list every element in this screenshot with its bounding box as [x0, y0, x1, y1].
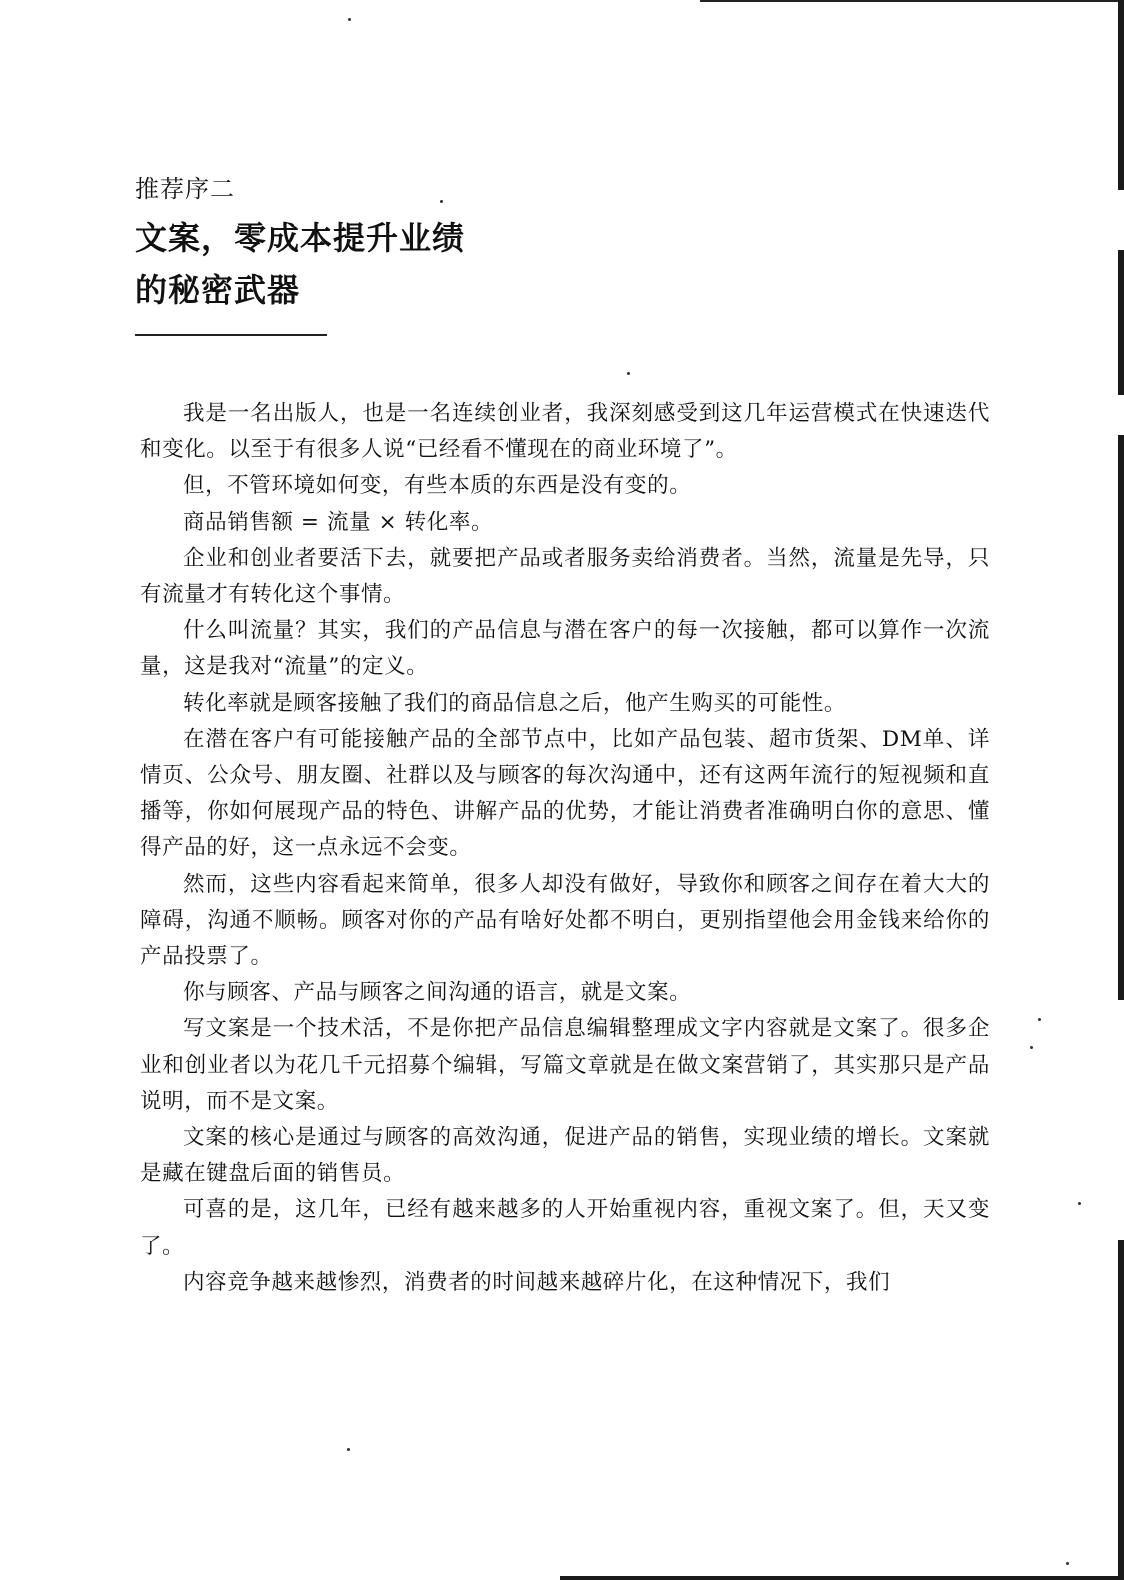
- paragraph: 转化率就是顾客接触了我们的商品信息之后，他产生购买的可能性。: [183, 690, 847, 716]
- preface-header: [135, 172, 475, 336]
- paragraph: 商品销售额 = 流量 × 转化率。: [183, 509, 494, 535]
- dust-speck: [627, 372, 630, 375]
- paragraph: 写文案是一个技术活，不是你把产品信息编辑整理成文字内容就是文案了。很多企业和创业者以为花几千元招募个编辑，写篇文章就是在做文案营销了，其实那只是产品说明，而不是文案。: [140, 1016, 990, 1114]
- scan-edge-gap: [1118, 1000, 1124, 1240]
- preface-body: [140, 396, 990, 1301]
- paragraph: 什么叫流量？其实，我们的产品信息与潜在客户的每一次接触，都可以算作一次流量，这是我对“流量”的定义。: [140, 618, 990, 680]
- dust-speck: [348, 18, 351, 21]
- title-underline: [135, 334, 327, 336]
- paragraph: 内容竞争越来越惨烈，消费者的时间越来越碎片化，在这种情况下，我们: [183, 1269, 891, 1295]
- paragraph: 我是一名出版人，也是一名连续创业者，我深刻感受到这几年运营模式在快速迭代和变化。以至于有很多人说“已经看不懂现在的商业环境了”。: [140, 401, 990, 463]
- scan-edge-top: [700, 0, 1124, 2]
- dust-speck: [1066, 1562, 1069, 1565]
- paragraph: 文案的核心是通过与顾客的高效沟通，促进产品的销售，实现业绩的增长。文案就是藏在键盘后面的销售员。: [140, 1125, 990, 1187]
- page-title: 文案，零成本提升业绩的秘密武器: [135, 219, 466, 309]
- scan-edge-bottom: [560, 1576, 1124, 1580]
- section-label: 推荐序二: [135, 175, 235, 203]
- dust-speck: [1038, 1018, 1041, 1021]
- paragraph: 可喜的是，这几年，已经有越来越多的人开始重视内容，重视文案了。但，天又变了。: [140, 1197, 990, 1259]
- scan-edge-gap: [1118, 395, 1124, 435]
- paragraph: 但，不管环境如何变，有些本质的东西是没有变的。: [183, 473, 692, 499]
- paragraph: 企业和创业者要活下去，就要把产品或者服务卖给消费者。当然，流量是先导，只有流量才有转化这个事情。: [140, 545, 990, 608]
- dust-speck: [1078, 1202, 1081, 1205]
- paragraph: 你与顾客、产品与顾客之间沟通的语言，就是文案。: [183, 980, 692, 1006]
- dust-speck: [347, 1448, 350, 1451]
- dust-speck: [1030, 1046, 1033, 1049]
- paragraph: 然而，这些内容看起来简单，很多人却没有做好，导致你和顾客之间存在着大大的障碍，沟通不顺畅。顾客对你的产品有啥好处都不明白，更别指望他会用金钱来给你的产品投票了。: [140, 871, 990, 970]
- scan-edge-gap: [1118, 190, 1124, 250]
- paragraph: 在潜在客户有可能接触产品的全部节点中，比如产品包装、超市货架、DM单、详情页、公众号、朋友圈、社群以及与顾客的每次沟通中，还有这两年流行的短视频和直播等，你如何展现产品的特色、讲解产品的优势，才能让消费者准确明白你的意思、懂得产品的好，这一点永远不会变。: [140, 726, 990, 861]
